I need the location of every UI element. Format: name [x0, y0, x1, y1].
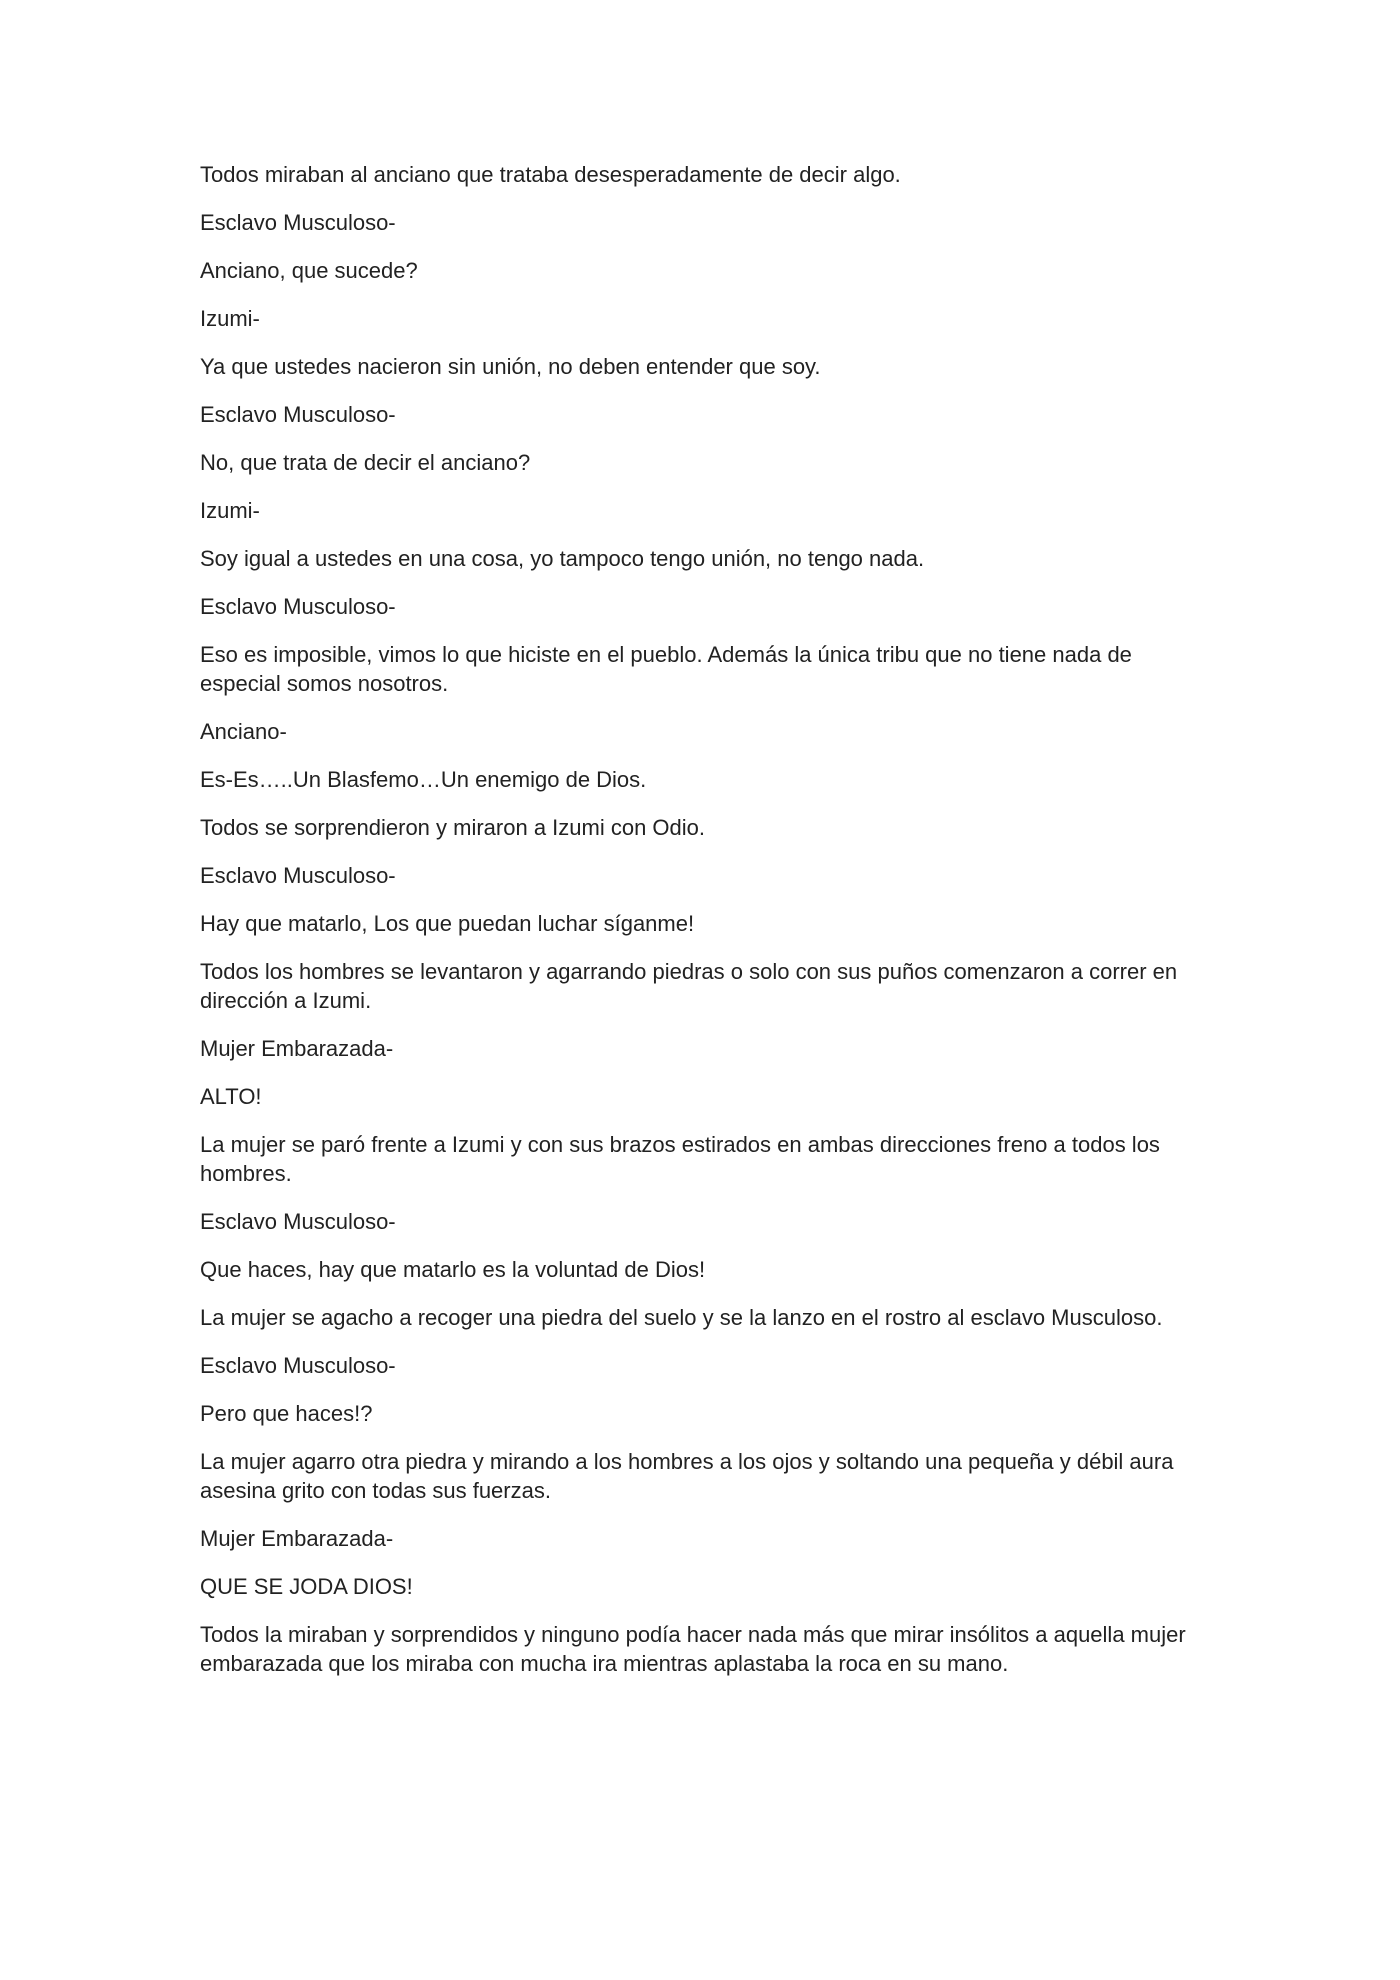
dialogue-line: QUE SE JODA DIOS!: [200, 1574, 413, 1599]
speaker-label: Anciano-: [200, 719, 287, 744]
speaker-label: Mujer Embarazada-: [200, 1526, 394, 1551]
dialogue-line: Es-Es…..Un Blasfemo…Un enemigo de Dios.: [200, 767, 647, 792]
narration-paragraph: La mujer se paró frente a Izumi y con sus brazos estirados en ambas direcciones freno a todos los hombres.: [200, 1132, 1160, 1186]
speaker-label: Esclavo Musculoso-: [200, 594, 396, 619]
speaker-label: Esclavo Musculoso-: [200, 1209, 396, 1234]
dialogue-line: Soy igual a ustedes en una cosa, yo tampoco tengo unión, no tengo nada.: [200, 546, 925, 571]
narration-paragraph: La mujer agarro otra piedra y mirando a los hombres a los ojos y soltando una pequeña y débil aura asesina grito con todas sus fuerzas.: [200, 1449, 1174, 1503]
narration-paragraph: Todos se sorprendieron y miraron a Izumi con Odio.: [200, 815, 706, 840]
narration-paragraph: La mujer se agacho a recoger una piedra del suelo y se la lanzo en el rostro al esclavo Musculoso.: [200, 1305, 1163, 1330]
dialogue-line: ALTO!: [200, 1084, 262, 1109]
speaker-label: Izumi-: [200, 498, 260, 523]
speaker-label: Esclavo Musculoso-: [200, 863, 396, 888]
dialogue-line: Pero que haces!?: [200, 1401, 373, 1426]
speaker-label: Esclavo Musculoso-: [200, 402, 396, 427]
dialogue-line: Anciano, que sucede?: [200, 258, 418, 283]
paragraph: Todos miraban al anciano que trataba desesperadamente de decir algo.: [200, 162, 901, 187]
dialogue-line: Eso es imposible, vimos lo que hiciste en el pueblo. Además la única tribu que no tiene nada de especial somos nosotros.: [200, 642, 1132, 696]
dialogue-line: No, que trata de decir el anciano?: [200, 450, 531, 475]
speaker-label: Izumi-: [200, 306, 260, 331]
dialogue-line: Ya que ustedes nacieron sin unión, no deben entender que soy.: [200, 354, 821, 379]
dialogue-line: Que haces, hay que matarlo es la voluntad de Dios!: [200, 1257, 706, 1282]
dialogue-line: Hay que matarlo, Los que puedan luchar síganme!: [200, 911, 695, 936]
speaker-label: Esclavo Musculoso-: [200, 1353, 396, 1378]
speaker-label: Esclavo Musculoso-: [200, 210, 396, 235]
narration-paragraph: Todos la miraban y sorprendidos y ninguno podía hacer nada más que mirar insólitos a aquella mujer embarazada que los miraba con mucha ira mientras aplastaba la roca en su mano.: [200, 1622, 1186, 1676]
document-body: [200, 160, 1200, 1697]
narration-paragraph: Todos los hombres se levantaron y agarrando piedras o solo con sus puños comenzaron a correr en dirección a Izumi.: [200, 959, 1178, 1013]
speaker-label: Mujer Embarazada-: [200, 1036, 394, 1061]
